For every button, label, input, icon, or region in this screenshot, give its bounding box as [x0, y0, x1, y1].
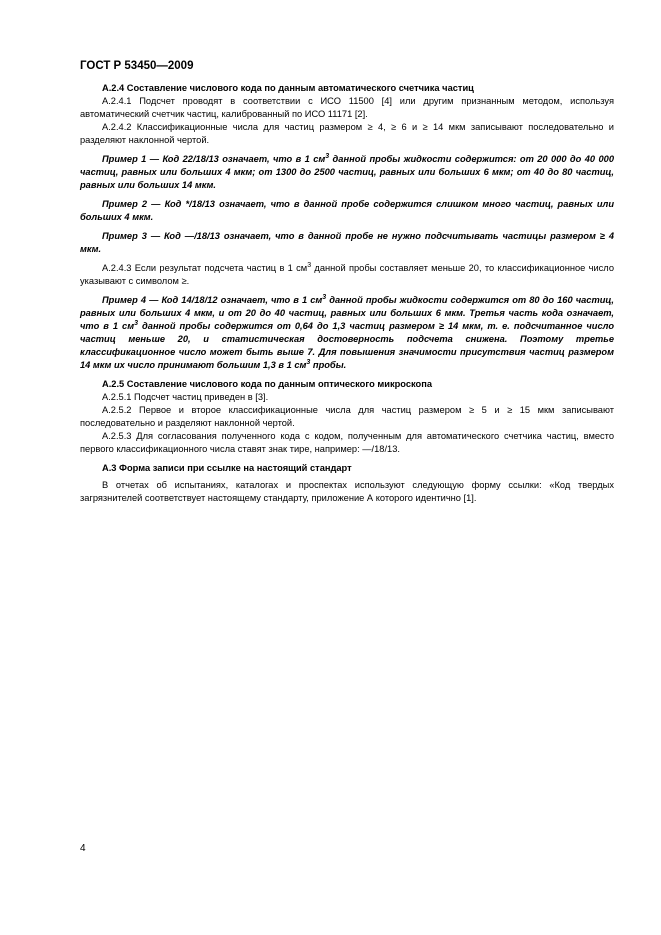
section-heading-a25: A.2.5 Составление числового кода по данным оптического микроскопа — [102, 379, 432, 389]
example-3: Пример 3 — Код —/18/13 означает, что в данной пробе не нужно подсчитывать частицы размером ≥ 4 мкм. — [80, 231, 614, 254]
paragraph-a243 — [80, 262, 614, 288]
paragraph-a243-part-a: A.2.4.3 Если результат подсчета частиц в 1 см — [102, 263, 308, 273]
example-4-part-d: пробы. — [310, 360, 347, 370]
example-1-sup: 3 — [325, 152, 330, 160]
example-4-part-a: Пример 4 — Код 14/18/12 означает, что в 1 см — [102, 295, 323, 305]
paragraph-a243-part-b: данной пробы составляет меньше 20, то классификационное число указывают с символом ≥. — [80, 263, 614, 286]
paragraph-a243-sup: 3 — [307, 261, 312, 269]
example-2: Пример 2 — Код */18/13 означает, что в данной пробе содержится слишком много частиц, равных или больших 4 мкм. — [80, 199, 614, 222]
example-4-part-c: данной пробы содержится от 0,64 до 1,3 частиц размером ≥ 14 мкм, т. е. подсчитанное число частиц меньше 20, и статистическая достоверность подсчета снижена. Поэтому третье классификационное число может быть выше 7. Для повышения значимости присутствия частиц размером 14 мкм их число принимают большим 1,3 в 1 см — [80, 321, 614, 370]
document-body — [80, 82, 614, 505]
paragraph-a252: A.2.5.2 Первое и второе классификационные числа для частиц размером ≥ 5 и ≥ 15 мкм записывают последовательно и разделяют наклонной чертой. — [80, 405, 614, 428]
section-heading-a3: A.3 Форма записи при ссылке на настоящий стандарт — [102, 463, 352, 473]
paragraph-a3: В отчетах об испытаниях, каталогах и проспектах используют следующую форму ссылки: «Код твердых загрязнителей соответствует настоящему стандарту, приложение А которого идентично [1]. — [80, 480, 614, 503]
example-1-part-b: данной пробы жидкости содержится: от 20 000 до 40 000 частиц, равных или больших 4 мкм; от 1300 до 2500 частиц, равных или больших 6 мкм; от 40 до 80 частиц, равных или больших 14 мкм. — [80, 154, 614, 190]
paragraph-a241: A.2.4.1 Подсчет проводят в соответствии с ИСО 11500 [4] или другим признанным методом, используя автоматический счетчик частиц, калиброванный по ИСО 11171 [2]. — [80, 96, 614, 119]
example-1-part-a: Пример 1 — Код 22/18/13 означает, что в 1 см — [102, 154, 326, 164]
example-4 — [80, 294, 614, 372]
example-4-part-b: данной пробы жидкости содержится от 80 до 160 частиц, равных или больших 4 мкм, и от 20 до 40 частиц, равных или больших 6 мкм. Третья часть кода означает, что в 1 см — [80, 295, 614, 331]
example-4-sup-1: 3 — [322, 293, 327, 301]
paragraph-a253: A.2.5.3 Для согласования полученного кода с кодом, полученным для автоматического счетчика частиц, вместо первого классификационного числа ставят знак тире, например: —/18/13. — [80, 431, 614, 454]
example-1 — [80, 153, 614, 192]
example-4-sup-2: 3 — [134, 319, 139, 327]
paragraph-a251: A.2.5.1 Подсчет частиц приведен в [3]. — [102, 392, 269, 402]
example-4-sup-3: 3 — [306, 358, 311, 366]
section-heading-a24: A.2.4 Составление числового кода по данным автоматического счетчика частиц — [102, 83, 474, 93]
page-number: 4 — [80, 843, 86, 854]
document-header: ГОСТ Р 53450—2009 — [80, 60, 194, 72]
paragraph-a242: A.2.4.2 Классификационные числа для частиц размером ≥ 4, ≥ 6 и ≥ 14 мкм записывают последовательно и разделяют наклонной чертой. — [80, 122, 614, 145]
